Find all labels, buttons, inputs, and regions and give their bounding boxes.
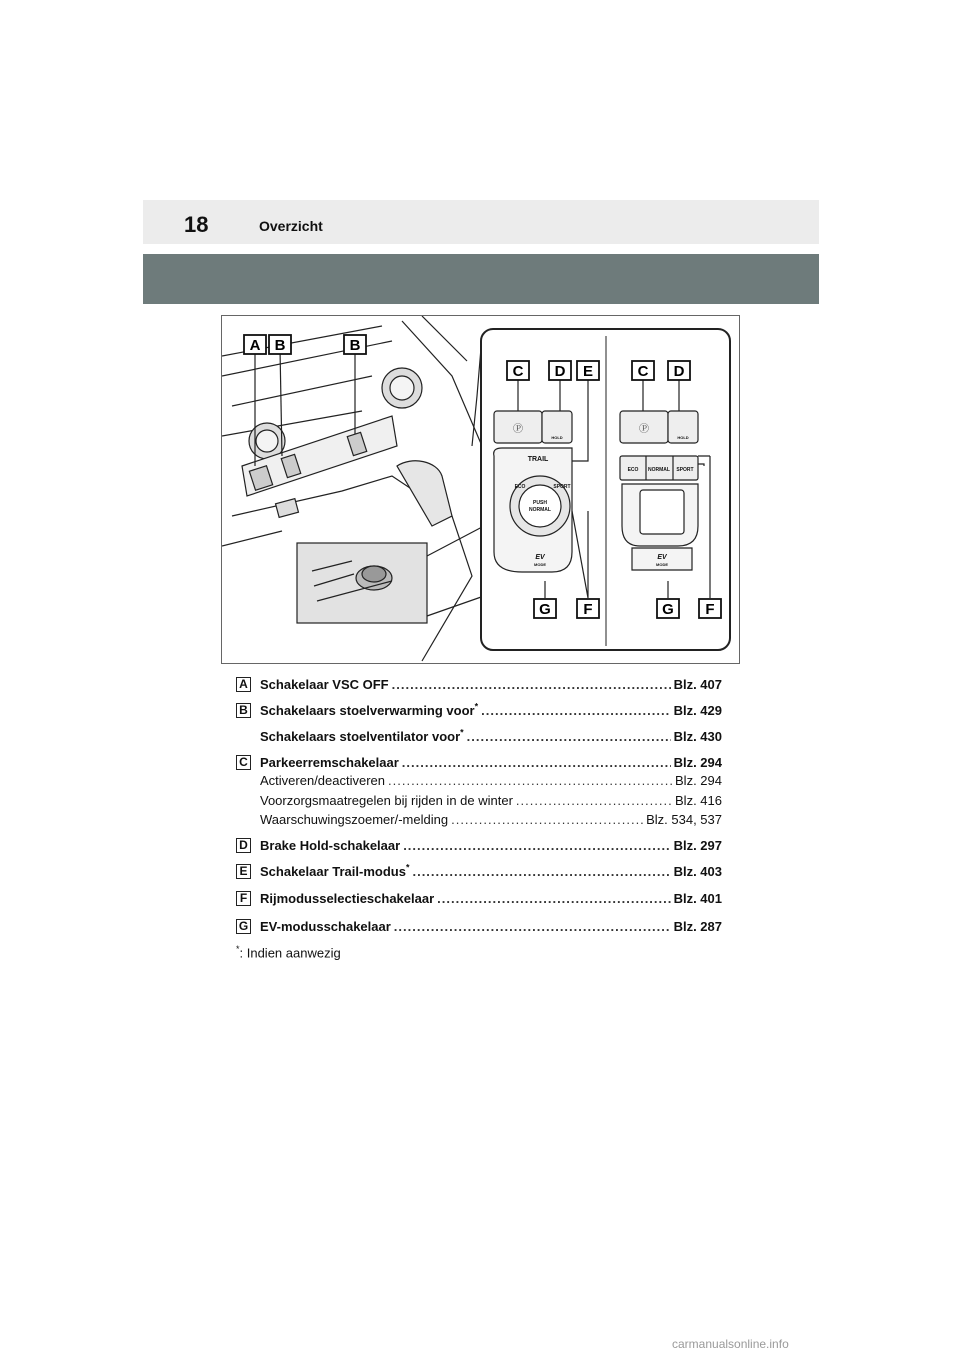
callout-label-c: C	[637, 363, 649, 380]
sport-label-2: SPORT	[676, 467, 694, 473]
leader-dots	[392, 677, 671, 692]
entry-asterisk: *	[460, 729, 464, 738]
leader-dots	[402, 755, 671, 770]
entry-label: Brake Hold-schakelaar	[260, 838, 401, 853]
section-title: Overzicht	[259, 218, 323, 234]
leader-dots	[437, 891, 670, 906]
normal-label-2: NORMAL	[648, 467, 670, 473]
callout-label-f: F	[705, 601, 715, 618]
mode-label-2: MODE	[656, 562, 668, 567]
callout-label-g: G	[662, 601, 674, 618]
index-entry	[260, 729, 722, 744]
section-banner	[143, 254, 819, 304]
watermark: carmanualsonline.info	[672, 1337, 789, 1351]
entry-page-ref[interactable]: Blz. 534, 537	[646, 812, 722, 827]
leader-dots	[388, 773, 672, 788]
hold-label: HOLD	[551, 435, 563, 440]
callout-label-c: C	[512, 363, 524, 380]
entry-label: EV-modusschakelaar	[260, 919, 391, 934]
leader-dots	[403, 838, 670, 853]
callout-label-d: D	[554, 363, 566, 380]
leader-dots	[467, 729, 671, 744]
entry-page-ref[interactable]: Blz. 403	[673, 864, 722, 879]
index-entry	[260, 755, 722, 770]
mode-label: MODE	[534, 562, 546, 567]
entry-label: Schakelaars stoelverwarming voor*	[260, 703, 479, 718]
eco-label-2: ECO	[627, 467, 639, 473]
index-entry	[260, 677, 722, 692]
entry-page-ref[interactable]: Blz. 429	[673, 703, 722, 718]
entry-page-ref[interactable]: Blz. 401	[673, 891, 722, 906]
normal-label: NORMAL	[529, 507, 551, 513]
leader-dots	[451, 812, 643, 827]
index-entry	[260, 703, 722, 718]
index-entry	[260, 838, 722, 853]
entry-asterisk: *	[474, 703, 479, 712]
entry-badge-f: F	[236, 891, 251, 906]
entry-label: Schakelaar Trail-modus*	[260, 864, 410, 879]
page-number: 18	[184, 212, 209, 237]
ev-label: EV	[535, 554, 545, 561]
leader-dots	[394, 919, 671, 934]
entry-page-ref[interactable]: Blz. 294	[675, 773, 722, 788]
entry-page-ref[interactable]: Blz. 430	[673, 729, 722, 744]
entry-badge-g: G	[236, 919, 251, 934]
leader-dots	[516, 793, 672, 808]
index-entry	[260, 919, 722, 934]
entry-page-ref[interactable]: Blz. 416	[675, 793, 722, 808]
leader-dots	[481, 703, 670, 718]
entry-badge-d: D	[236, 838, 251, 853]
entry-label: Parkeerremschakelaar	[260, 755, 399, 770]
callout-label-b: B	[274, 337, 286, 354]
callout-label-a: A	[249, 337, 261, 354]
entry-page-ref[interactable]: Blz. 297	[673, 838, 722, 853]
entry-badge-c: C	[236, 755, 251, 770]
index-entry	[260, 793, 722, 808]
callout-label-b: B	[349, 337, 361, 354]
entry-label: Activeren/deactiveren	[260, 773, 386, 788]
footnote-text: : Indien aanwezig	[239, 945, 341, 961]
hold-label-2: HOLD	[677, 435, 689, 440]
index-entry	[260, 864, 722, 879]
index-entry	[260, 812, 722, 827]
entry-page-ref[interactable]: Blz. 287	[673, 919, 722, 934]
entry-page-ref[interactable]: Blz. 407	[673, 677, 722, 692]
footnote-mark: *	[236, 944, 240, 954]
index-entry	[260, 891, 722, 906]
entry-badge-b: B	[236, 703, 251, 718]
entry-label: Schakelaars stoelventilator voor*	[260, 729, 464, 744]
footnote	[236, 944, 341, 960]
entry-asterisk: *	[405, 864, 410, 873]
entry-label: Schakelaar VSC OFF	[260, 677, 389, 692]
eco-label: ECO	[514, 484, 526, 490]
parking-brake-icon: Ⓟ	[513, 424, 523, 435]
callout-label-e: E	[582, 363, 594, 380]
callout-label-g: G	[539, 601, 551, 618]
entry-badge-e: E	[236, 864, 251, 879]
header-bar	[143, 200, 819, 244]
parking-brake-icon-2: Ⓟ	[639, 424, 649, 435]
index-entry	[260, 773, 722, 788]
entry-label: Rijmodusselectieschakelaar	[260, 891, 435, 906]
entry-label: Waarschuwingszoemer/-melding	[260, 812, 449, 827]
push-label: PUSH	[533, 500, 547, 506]
ev-label-2: EV	[657, 554, 667, 561]
entry-page-ref[interactable]: Blz. 294	[673, 755, 722, 770]
callout-label-f: F	[583, 601, 593, 618]
sport-label: SPORT	[553, 484, 571, 490]
entry-badge-a: A	[236, 677, 251, 692]
callout-label-d: D	[673, 363, 685, 380]
leader-dots	[412, 864, 670, 879]
entry-label: Voorzorgsmaatregelen bij rijden in de winter	[260, 793, 513, 808]
trail-label: TRAIL	[527, 456, 549, 463]
console-illustration	[221, 315, 740, 664]
